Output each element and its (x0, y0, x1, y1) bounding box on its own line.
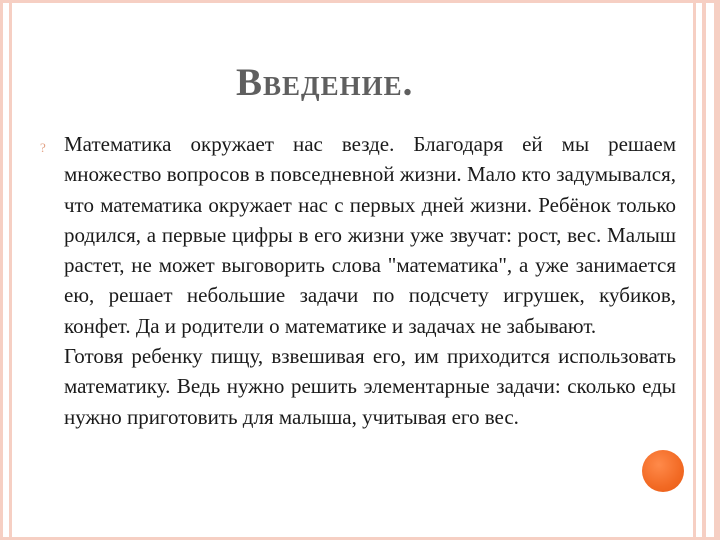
body-paragraph-2: Готовя ребенку пищу, взвешивая его, им приходится использовать математику. Ведь нужно решить элементарные задачи: сколько еды нужно приготовить для малыша, учитывая его вес. (64, 344, 676, 429)
border-stripe-left-inner (9, 0, 12, 540)
decorative-circle-icon (642, 450, 684, 492)
border-stripe-right-middle (702, 0, 706, 540)
slide-body (64, 129, 676, 432)
body-paragraph-1: Математика окружает нас везде. Благодаря ей мы решаем множество вопросов в повседневной жизни. Мало кто задумывался, что математика окружает нас с первых дней жизни. Ребёнок только родился, а первые цифры в его жизни уже звучат: рост, вес. Малыш растет, не может выговорить слова "математика", а уже занимается ею, решает небольшие задачи по подсчету игрушек, кубиков, конфет. Да и родители о математике и задачах не забывают. (64, 132, 676, 338)
border-stripe-right-inner (693, 0, 696, 540)
border-stripe-right-outer (714, 0, 720, 540)
border-stripe-left-outer (0, 0, 3, 540)
border-stripe-top (0, 0, 720, 3)
bullet-icon: ? (40, 140, 46, 155)
slide-title: Введение. (236, 61, 414, 104)
